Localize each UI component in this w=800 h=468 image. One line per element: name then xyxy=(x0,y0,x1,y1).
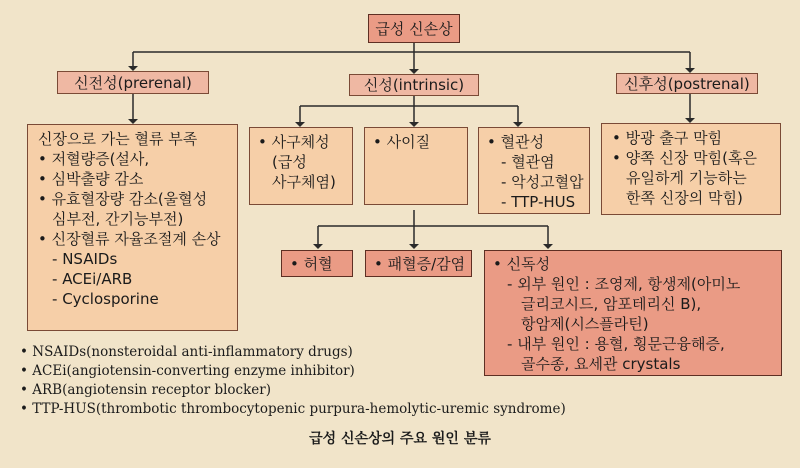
root-node xyxy=(368,14,460,43)
vascular-box xyxy=(478,127,590,214)
figure-caption: 급성 신손상의 주요 원인 분류 xyxy=(309,431,491,447)
vascular-title: • 혈관성 xyxy=(487,132,589,152)
root-label: 급성 신손상 xyxy=(375,19,453,38)
abbreviation-footnotes xyxy=(20,343,566,419)
intrinsic-category xyxy=(349,74,479,96)
glomerular-detail: 사구체염) xyxy=(272,173,336,191)
intrinsic-category-label: 신성(intrinsic) xyxy=(363,76,465,94)
postrenal-item-cont: 한쪽 신장의 막힘) xyxy=(626,189,743,207)
prerenal-box xyxy=(27,124,238,331)
postrenal-category xyxy=(616,73,758,94)
prerenal-item: • 유효혈장량 감소(울혈성 xyxy=(38,189,237,209)
postrenal-category-label: 신후성(postrenal) xyxy=(624,74,750,93)
sepsis-label: • 패혈증/감염 xyxy=(374,254,471,274)
postrenal-box xyxy=(601,123,781,215)
ischemia-box xyxy=(281,250,353,277)
postrenal-item: • 양쪽 신장 막힘(혹은 xyxy=(612,148,780,168)
sepsis-box xyxy=(365,250,472,277)
footnote: • ARB(angiotensin receptor blocker) xyxy=(20,381,566,400)
nephrotoxic-title: • 신독성 xyxy=(493,254,781,274)
glomerular-detail: (급성 xyxy=(272,153,307,171)
prerenal-item: • 저혈량증(설사, xyxy=(38,149,237,169)
postrenal-item: • 방광 출구 막힘 xyxy=(612,128,780,148)
interstitial-label: • 사이질 xyxy=(373,132,467,152)
footnote: • NSAIDs(nonsteroidal anti-inflammatory drugs) xyxy=(20,343,566,362)
nephrotoxic-line: - 내부 원인 : 용혈, 횡문근융해증, xyxy=(493,334,781,354)
vascular-subitem: - 혈관염 xyxy=(487,152,589,172)
nephrotoxic-line: 글리코시드, 암포테리신 B), xyxy=(521,295,702,313)
prerenal-category-label: 신전성(prerenal) xyxy=(74,73,192,92)
prerenal-category xyxy=(57,71,209,94)
vascular-subitem: - TTP-HUS xyxy=(487,192,589,212)
postrenal-item-cont: 유일하게 기능하는 xyxy=(626,169,747,187)
nephrotoxic-line: 골수종, 요세관 crystals xyxy=(521,355,681,373)
prerenal-item: • 심박출량 감소 xyxy=(38,169,237,189)
nephrotoxic-line: 항암제(시스플라틴) xyxy=(521,315,649,333)
ischemia-label: • 허혈 xyxy=(290,254,352,274)
prerenal-title: 신장으로 가는 혈류 부족 xyxy=(38,130,198,148)
prerenal-item-cont: 심부전, 간기능부전) xyxy=(52,210,184,228)
prerenal-subitem: - NSAIDs xyxy=(38,249,237,269)
prerenal-item: • 신장혈류 자율조절계 손상 xyxy=(38,229,237,249)
footnote: • ACEi(angiotensin-converting enzyme inhibitor) xyxy=(20,362,566,381)
prerenal-subitem: - ACEi/ARB xyxy=(38,269,237,289)
glomerular-box xyxy=(249,127,353,205)
glomerular-title: • 사구체성 xyxy=(258,132,352,152)
nephrotoxic-line: - 외부 원인 : 조영제, 항생제(아미노 xyxy=(493,274,781,294)
interstitial-box xyxy=(364,127,468,205)
prerenal-subitem: - Cyclosporine xyxy=(38,289,237,309)
footnote: • TTP-HUS(thrombotic thrombocytopenic purpura-hemolytic-uremic syndrome) xyxy=(20,400,566,419)
vascular-subitem: - 악성고혈압 xyxy=(487,172,589,192)
